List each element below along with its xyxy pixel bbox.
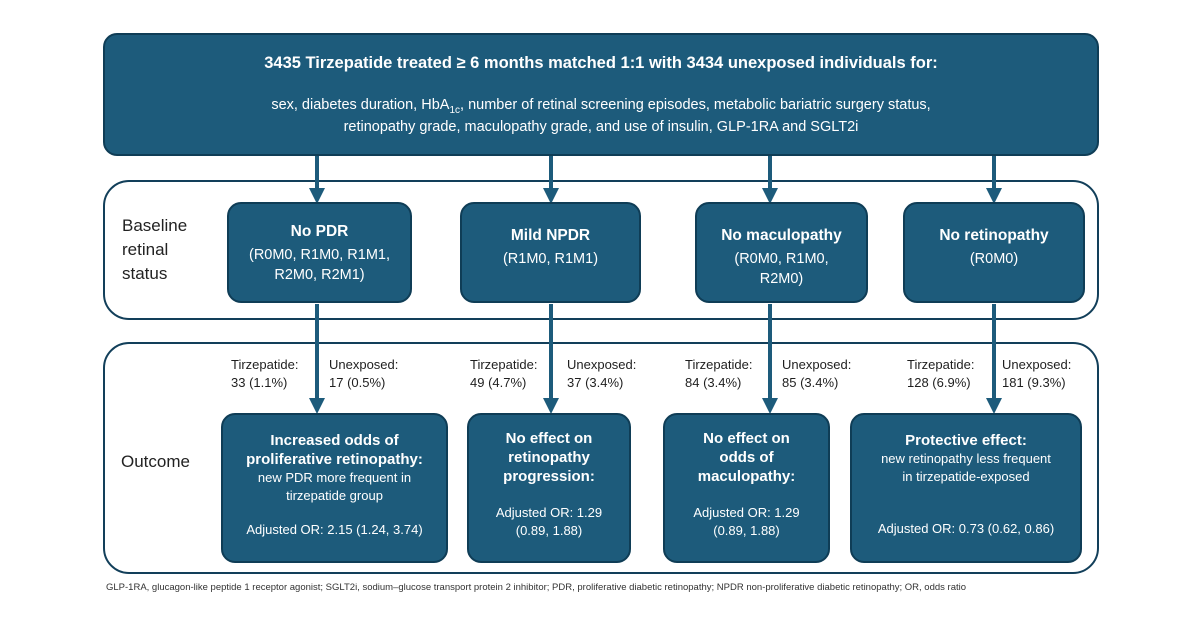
outcome-box-title: No effect on [505,430,593,447]
outcome-box-protective-effect [850,413,1082,563]
baseline-row-label [122,214,222,286]
count-value: 37 (3.4%) [567,375,624,390]
baseline-box-no-maculopathy [695,202,868,303]
baseline-box-title: No maculopathy [721,227,842,244]
baseline-label-line-2: retinal [122,240,169,259]
matching-text-a: sex, diabetes duration, HbA [271,97,450,113]
adjusted-or: Adjusted OR: 1.29 [495,505,603,520]
hba1c-subscript: 1c [449,104,461,116]
adjusted-or: (0.89, 1.88) [713,523,780,538]
count-value: 33 (1.1%) [231,375,288,390]
outcome-box-note: new PDR more frequent in [257,470,412,485]
adjusted-or: Adjusted OR: 2.15 (1.24, 3.74) [246,522,423,537]
baseline-box-no-pdr [227,202,412,303]
outcome-box-note: in tirzepatide-exposed [902,469,1030,484]
baseline-box-detail: (R0M0) [969,251,1019,267]
count-label: Tirzepatide: [907,357,975,372]
count-value: 128 (6.9%) [907,375,971,390]
arrows-baseline-to-outcome [317,304,994,406]
outcome-box-increased-odds [221,413,448,563]
matching-criteria-line-1 [105,97,1097,116]
count-label: Unexposed: [1002,357,1072,372]
outcome-box-title: proliferative retinopathy: [246,451,423,468]
cohort-header-box [103,33,1099,156]
outcome-box-title: maculopathy: [697,468,796,485]
baseline-box-title: No retinopathy [939,227,1049,244]
count-tirzepatide-4 [907,356,974,392]
count-unexposed-3 [782,356,851,392]
count-tirzepatide-2 [470,356,537,392]
count-value: 85 (3.4%) [782,375,839,390]
outcome-box-title: Increased odds of [270,432,399,449]
count-label: Unexposed: [329,357,399,372]
baseline-label-line-3: status [122,264,168,283]
outcome-box-note: new retinopathy less frequent [881,451,1051,466]
baseline-box-title: Mild NPDR [510,227,591,244]
count-tirzepatide-1 [231,356,298,392]
count-label: Unexposed: [782,357,852,372]
count-value: 84 (3.4%) [685,375,742,390]
count-value: 17 (0.5%) [329,375,386,390]
count-value: 181 (9.3%) [1002,375,1066,390]
count-label: Tirzepatide: [470,357,538,372]
outcome-box-title: progression: [503,468,595,485]
baseline-box-detail: (R0M0, R1M0, [734,251,829,267]
outcome-box-title: retinopathy [508,449,590,466]
count-unexposed-2 [567,356,636,392]
matching-criteria-line-2: retinopathy grade, maculopathy grade, and use of insulin, GLP-1RA and SGLT2i [343,119,859,135]
outcome-box-no-effect-maculopathy [663,413,830,563]
baseline-box-detail: (R0M0, R1M0, R1M1, [248,247,390,263]
count-value: 49 (4.7%) [470,375,527,390]
outcome-box-title: Protective effect: [905,432,1027,449]
adjusted-or: Adjusted OR: 0.73 (0.62, 0.86) [877,521,1055,536]
count-label: Tirzepatide: [231,357,299,372]
outcome-box-title: No effect on [703,430,790,447]
count-unexposed-1 [329,356,398,392]
matching-text-b: , number of retinal screening episodes, metabolic bariatric surgery status, [460,97,931,113]
abbreviations-footnote: GLP-1RA, glucagon-like peptide 1 receptor agonist; SGLT2i, sodium–glucose transport protein 2 inhibitor; PDR, proliferative diabetic retinopathy; NPDR non-proliferative diabetic retinopathy; OR, odds ratio [106,582,967,593]
baseline-box-no-retinopathy [903,202,1085,303]
baseline-box-detail: R2M0) [759,271,804,287]
cohort-title: 3435 Tirzepatide treated ≥ 6 months matched 1:1 with 3434 unexposed individuals for: [264,54,938,72]
outcome-box-no-effect-progression [467,413,631,563]
baseline-box-detail: (R1M0, R1M1) [502,251,599,267]
adjusted-or: (0.89, 1.88) [515,523,583,538]
outcome-box-note: tirzepatide group [286,488,383,503]
outcome-box-title: odds of [719,449,774,466]
count-tirzepatide-3 [685,356,752,392]
baseline-box-detail: R2M0, R2M1) [274,267,365,283]
count-unexposed-4 [1002,356,1071,392]
baseline-label-line-1: Baseline [122,216,188,235]
arrows-header-to-baseline [317,156,994,196]
baseline-box-title: No PDR [290,223,349,240]
count-label: Unexposed: [567,357,637,372]
baseline-box-mild-npdr [460,202,641,303]
adjusted-or: Adjusted OR: 1.29 [693,505,800,520]
outcome-row-label: Outcome [121,452,190,471]
count-label: Tirzepatide: [685,357,753,372]
